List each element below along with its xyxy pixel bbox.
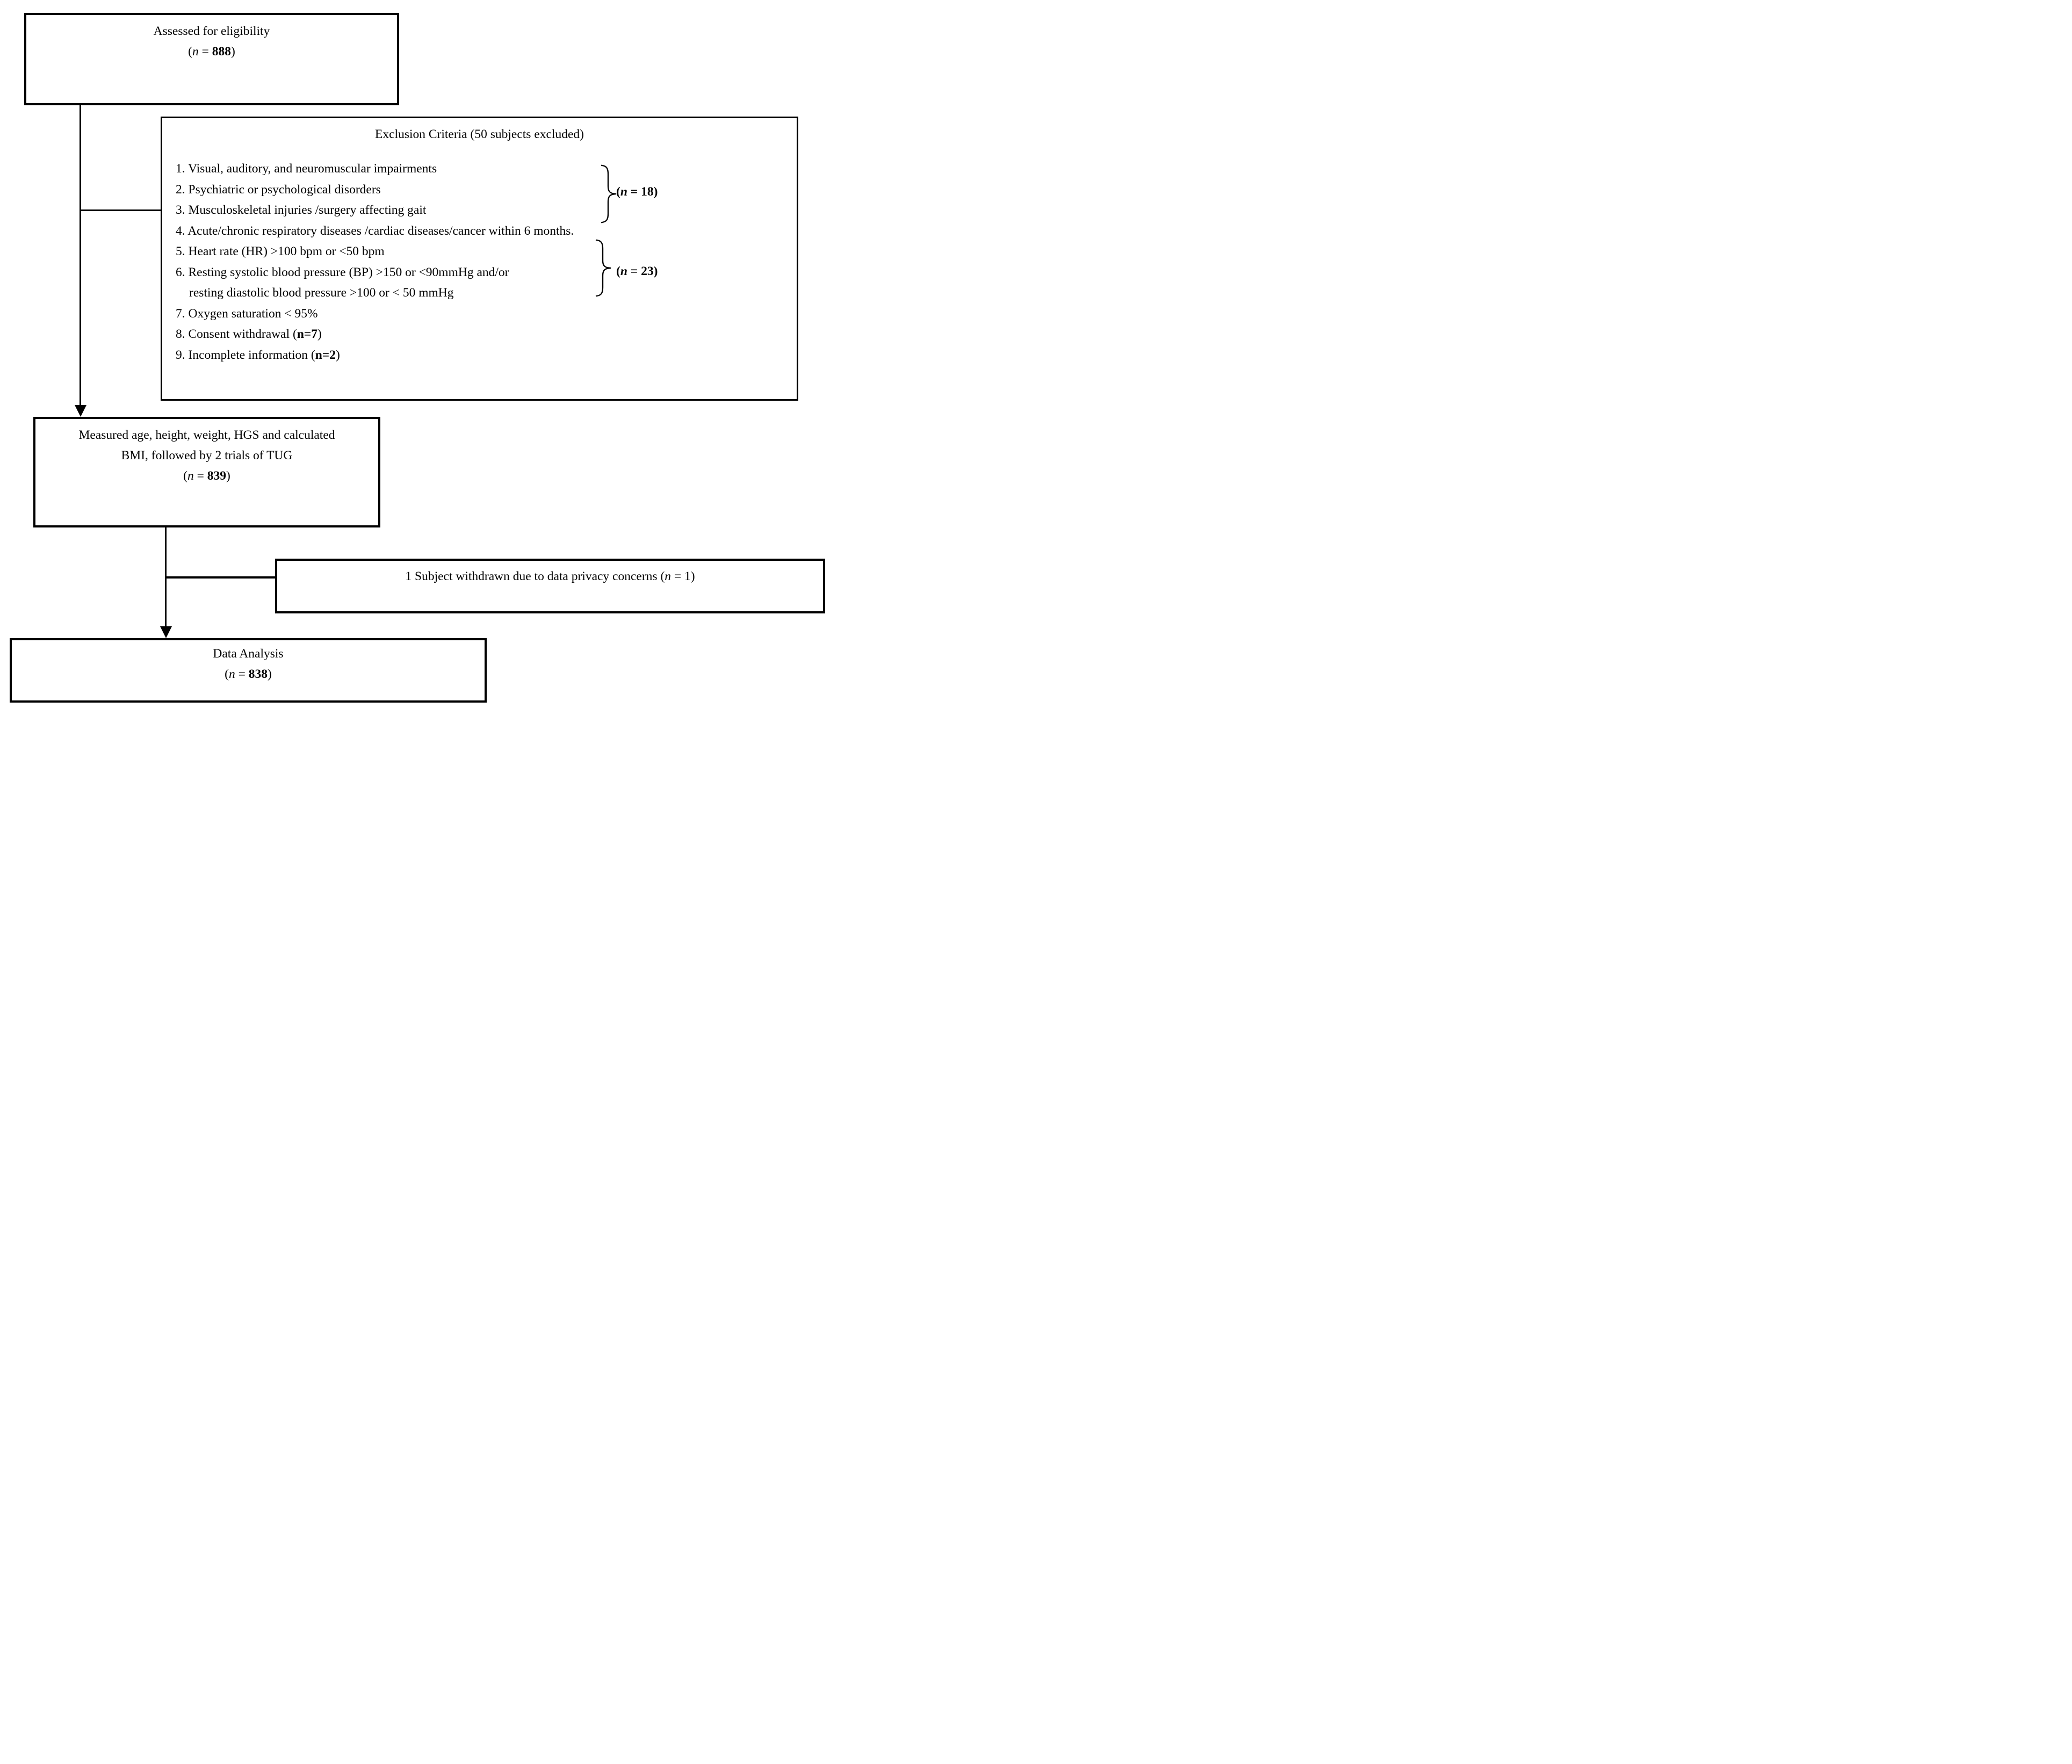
exclusion-item-4: 4. Acute/chronic respiratory diseases /cardiac diseases/cancer within 6 months. bbox=[176, 223, 574, 238]
measured-line-2: BMI, followed by 2 trials of TUG bbox=[121, 449, 293, 462]
connector-branch-to-withdrawn bbox=[166, 576, 276, 579]
analysis-title: Data Analysis bbox=[213, 647, 284, 661]
exclusion-item-8: 8. Consent withdrawal (n=7) bbox=[176, 327, 322, 341]
exclusion-item-6: 6. Resting systolic blood pressure (BP) >150 or <90mmHg and/or bbox=[176, 265, 509, 279]
flow-diagram bbox=[0, 0, 829, 706]
curly-brace-items-1-3 bbox=[599, 164, 617, 224]
withdrawn-label: 1 Subject withdrawn due to data privacy concerns (n = 1) bbox=[405, 569, 695, 583]
excluded-n18-label: (n = 18) bbox=[616, 185, 658, 199]
exclusion-item-9: 9. Incomplete information (n=2) bbox=[176, 348, 340, 362]
arrowhead-down-icon bbox=[160, 626, 172, 638]
box-data-analysis bbox=[10, 638, 487, 703]
exclusion-item-7: 7. Oxygen saturation < 95% bbox=[176, 306, 318, 321]
exclusion-item-3: 3. Musculoskeletal injuries /surgery affecting gait bbox=[176, 203, 427, 217]
measured-n-count: (n = 839) bbox=[183, 469, 230, 483]
exclusion-item-1: 1. Visual, auditory, and neuromuscular impairments bbox=[176, 162, 437, 176]
connector-assessed-to-measured bbox=[80, 105, 81, 406]
box-measurements bbox=[33, 417, 380, 527]
box-exclusion-criteria bbox=[161, 117, 798, 401]
exclusion-item-6-continued: resting diastolic blood pressure >100 or < 50 mmHg bbox=[189, 286, 454, 300]
exclusion-item-2: 2. Psychiatric or psychological disorders bbox=[176, 182, 381, 197]
exclusion-list bbox=[162, 158, 797, 365]
exclusion-item-5: 5. Heart rate (HR) >100 bpm or <50 bpm bbox=[176, 244, 385, 258]
connector-branch-to-exclusion bbox=[81, 209, 161, 211]
assessed-title: Assessed for eligibility bbox=[153, 24, 270, 38]
analysis-n-count: (n = 838) bbox=[225, 667, 272, 681]
excluded-n23-label: (n = 23) bbox=[616, 264, 658, 278]
assessed-n-count: (n = 888) bbox=[188, 45, 235, 59]
exclusion-title: Exclusion Criteria (50 subjects excluded) bbox=[375, 127, 584, 141]
arrowhead-down-icon bbox=[75, 405, 86, 417]
curly-brace-items-5-6 bbox=[594, 238, 612, 298]
box-subject-withdrawn bbox=[275, 559, 825, 613]
measured-line-1: Measured age, height, weight, HGS and calculated bbox=[78, 428, 335, 442]
box-assessed-for-eligibility bbox=[24, 13, 399, 105]
